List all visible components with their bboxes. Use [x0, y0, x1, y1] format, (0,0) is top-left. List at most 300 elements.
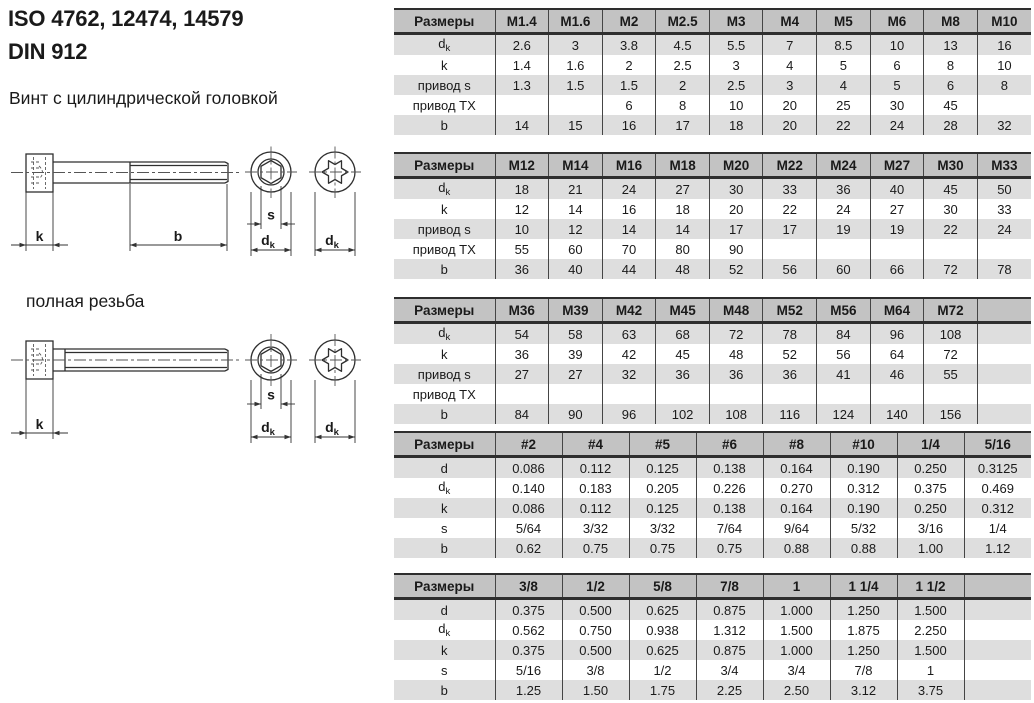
spec-cell: 0.164 — [763, 498, 830, 518]
spec-cell: 0.086 — [495, 457, 562, 479]
spec-cell: 3.12 — [830, 680, 897, 700]
sizes-column-header: Размеры — [394, 153, 495, 178]
spec-cell: 17 — [709, 219, 763, 239]
spec-cell: 19 — [817, 219, 871, 239]
spec-cell: 3/32 — [562, 518, 629, 538]
spec-cell: 0.62 — [495, 538, 562, 558]
spec-table-inch-3-8-1-1-2 — [394, 573, 1031, 700]
spec-cell: 0.375 — [897, 478, 964, 498]
spec-cell: 55 — [495, 239, 549, 259]
spec-cell: 0.75 — [629, 538, 696, 558]
spec-row — [394, 498, 1031, 518]
size-header: M56 — [817, 298, 871, 323]
spec-cell: 36 — [763, 364, 817, 384]
spec-row — [394, 599, 1031, 621]
spec-cell: 36 — [709, 364, 763, 384]
spec-cell: 2 — [656, 75, 710, 95]
spec-cell: 5 — [870, 75, 924, 95]
spec-cell — [964, 599, 1031, 621]
spec-cell: 10 — [977, 55, 1031, 75]
spec-cell: 18 — [495, 178, 549, 200]
spec-cell: 124 — [817, 404, 871, 424]
spec-cell: 52 — [709, 259, 763, 279]
full-thread-label: полная резьба — [26, 291, 145, 311]
spec-cell: 2.25 — [696, 680, 763, 700]
spec-cell: 1.25 — [495, 680, 562, 700]
dim-label-k: k — [35, 416, 44, 432]
spec-cell: 0.75 — [696, 538, 763, 558]
size-header: M12 — [495, 153, 549, 178]
size-header: #5 — [629, 432, 696, 457]
size-header: M36 — [495, 298, 549, 323]
spec-cell: 15 — [549, 115, 603, 135]
spec-cell: 0.500 — [562, 640, 629, 660]
spec-cell: 27 — [870, 199, 924, 219]
spec-row — [394, 404, 1031, 424]
spec-cell — [549, 95, 603, 115]
spec-cell — [977, 239, 1031, 259]
spec-cell: 14 — [495, 115, 549, 135]
spec-row — [394, 364, 1031, 384]
spec-cell: 9/64 — [763, 518, 830, 538]
row-label: привод TX — [412, 97, 476, 113]
spec-cell: 4 — [817, 75, 871, 95]
page-title — [8, 2, 243, 68]
spec-cell: 3/32 — [629, 518, 696, 538]
size-header: M2.5 — [656, 9, 710, 34]
spec-tables — [394, 6, 1034, 700]
spec-cell: 2.6 — [495, 34, 549, 56]
spec-cell: 1/2 — [629, 660, 696, 680]
row-label: $d_k$ — [438, 325, 451, 343]
spec-cell: 0.625 — [629, 599, 696, 621]
spec-cell: 1.5 — [602, 75, 656, 95]
spec-row — [394, 178, 1031, 200]
row-label: s — [441, 662, 448, 678]
spec-row — [394, 323, 1031, 345]
spec-cell: 10 — [709, 95, 763, 115]
spec-cell: 0.138 — [696, 457, 763, 479]
spec-row — [394, 219, 1031, 239]
size-header: M8 — [924, 9, 978, 34]
size-header: M27 — [870, 153, 924, 178]
size-header: M22 — [763, 153, 817, 178]
spec-cell: 14 — [549, 199, 603, 219]
spec-cell: 96 — [870, 323, 924, 345]
screw-drawing-full-thread — [4, 321, 392, 451]
spec-cell: 108 — [709, 404, 763, 424]
spec-cell: 90 — [709, 239, 763, 259]
spec-cell: 0.88 — [830, 538, 897, 558]
spec-cell: 1 — [897, 660, 964, 680]
dim-label-dk: $d_k$ — [261, 419, 275, 438]
spec-cell: 16 — [602, 115, 656, 135]
size-header: #8 — [763, 432, 830, 457]
spec-cell: 0.164 — [763, 457, 830, 479]
spec-cell: 5.5 — [709, 34, 763, 56]
spec-cell — [964, 620, 1031, 640]
spec-cell: 0.226 — [696, 478, 763, 498]
spec-cell: 0.938 — [629, 620, 696, 640]
spec-cell: 17 — [763, 219, 817, 239]
spec-cell: 10 — [495, 219, 549, 239]
spec-cell: 96 — [602, 404, 656, 424]
spec-cell: 28 — [924, 115, 978, 135]
spec-row — [394, 680, 1031, 700]
size-header — [964, 574, 1031, 599]
spec-cell: 25 — [817, 95, 871, 115]
row-label: $d_k$ — [438, 36, 451, 54]
row-label: привод s — [417, 77, 471, 93]
spec-cell: 8 — [656, 95, 710, 115]
spec-cell — [817, 239, 871, 259]
spec-cell: 58 — [549, 323, 603, 345]
size-header: 1/2 — [562, 574, 629, 599]
spec-cell: 7/8 — [830, 660, 897, 680]
spec-cell: 18 — [709, 115, 763, 135]
spec-cell — [964, 640, 1031, 660]
spec-cell: 0.190 — [830, 457, 897, 479]
spec-cell: 45 — [924, 178, 978, 200]
spec-cell: 21 — [549, 178, 603, 200]
spec-cell: 6 — [870, 55, 924, 75]
screw-head — [26, 154, 53, 192]
spec-cell: 0.270 — [763, 478, 830, 498]
spec-cell: 36 — [817, 178, 871, 200]
spec-cell: 24 — [870, 115, 924, 135]
dim-label-s: s — [267, 386, 275, 403]
size-header: M16 — [602, 153, 656, 178]
spec-cell: 39 — [549, 344, 603, 364]
size-header: #2 — [495, 432, 562, 457]
spec-cell: 40 — [870, 178, 924, 200]
spec-cell: 0.140 — [495, 478, 562, 498]
spec-cell — [763, 239, 817, 259]
spec-cell — [977, 344, 1031, 364]
spec-cell — [924, 239, 978, 259]
spec-cell: 5/16 — [495, 660, 562, 680]
spec-cell: 72 — [709, 323, 763, 345]
spec-cell: 0.183 — [562, 478, 629, 498]
spec-cell: 0.875 — [696, 599, 763, 621]
size-header: M48 — [709, 298, 763, 323]
spec-cell: 1/4 — [964, 518, 1031, 538]
spec-cell: 156 — [924, 404, 978, 424]
size-header: 3/8 — [495, 574, 562, 599]
spec-table-inch-no2-5-16 — [394, 431, 1031, 558]
spec-cell: 1.000 — [763, 640, 830, 660]
product-subtitle: Винт с цилиндрической головкой — [9, 88, 278, 108]
sizes-column-header: Размеры — [394, 9, 495, 34]
spec-cell: 12 — [549, 219, 603, 239]
spec-cell — [495, 384, 549, 404]
spec-row — [394, 660, 1031, 680]
spec-cell: 6 — [602, 95, 656, 115]
row-label: привод TX — [412, 386, 476, 402]
spec-cell: 14 — [602, 219, 656, 239]
spec-cell — [977, 404, 1031, 424]
row-label: $d_k$ — [438, 621, 451, 639]
spec-cell: 3/8 — [562, 660, 629, 680]
spec-cell: 116 — [763, 404, 817, 424]
spec-cell: 0.125 — [629, 457, 696, 479]
spec-cell: 32 — [602, 364, 656, 384]
spec-cell: 0.312 — [964, 498, 1031, 518]
spec-row — [394, 457, 1031, 479]
spec-cell: 27 — [549, 364, 603, 384]
spec-row — [394, 384, 1031, 404]
spec-cell: 2 — [602, 55, 656, 75]
spec-cell: 54 — [495, 323, 549, 345]
spec-cell: 2.50 — [763, 680, 830, 700]
spec-cell: 0.125 — [629, 498, 696, 518]
spec-cell: 8 — [977, 75, 1031, 95]
spec-cell: 60 — [549, 239, 603, 259]
row-label: k — [441, 346, 448, 362]
size-header: M1.4 — [495, 9, 549, 34]
spec-cell: 0.88 — [763, 538, 830, 558]
spec-row — [394, 538, 1031, 558]
size-header: 5/16 — [964, 432, 1031, 457]
spec-cell: 32 — [977, 115, 1031, 135]
spec-cell: 1.875 — [830, 620, 897, 640]
spec-cell — [709, 384, 763, 404]
row-label: k — [441, 642, 448, 658]
size-header: #4 — [562, 432, 629, 457]
spec-cell — [964, 660, 1031, 680]
spec-cell: 84 — [817, 323, 871, 345]
spec-table-metric-m36-m72 — [394, 297, 1031, 424]
spec-cell: 10 — [870, 34, 924, 56]
spec-cell: 36 — [495, 344, 549, 364]
size-header: 1 — [763, 574, 830, 599]
spec-cell: 8 — [924, 55, 978, 75]
spec-table-metric-m12-m33 — [394, 152, 1031, 279]
spec-cell: 1.500 — [763, 620, 830, 640]
spec-cell: 2.5 — [656, 55, 710, 75]
size-header: M14 — [549, 153, 603, 178]
spec-cell — [870, 384, 924, 404]
header-row — [394, 298, 1031, 323]
size-header: M30 — [924, 153, 978, 178]
spec-cell: 80 — [656, 239, 710, 259]
spec-row — [394, 344, 1031, 364]
size-header: M45 — [656, 298, 710, 323]
size-header: 7/8 — [696, 574, 763, 599]
spec-row — [394, 75, 1031, 95]
spec-cell: 0.190 — [830, 498, 897, 518]
size-header: #6 — [696, 432, 763, 457]
spec-cell: 40 — [549, 259, 603, 279]
spec-cell: 70 — [602, 239, 656, 259]
spec-cell: 52 — [763, 344, 817, 364]
row-label: s — [441, 520, 448, 536]
spec-cell: 84 — [495, 404, 549, 424]
row-label: b — [440, 406, 448, 422]
header-row — [394, 153, 1031, 178]
spec-row — [394, 518, 1031, 538]
dim-label-dk: $d_k$ — [325, 232, 339, 251]
spec-cell: 22 — [763, 199, 817, 219]
spec-row — [394, 478, 1031, 498]
size-header: M4 — [763, 9, 817, 34]
spec-cell: 30 — [924, 199, 978, 219]
size-header: 1 1/4 — [830, 574, 897, 599]
spec-cell: 0.500 — [562, 599, 629, 621]
spec-cell: 1.6 — [549, 55, 603, 75]
spec-cell: 5 — [817, 55, 871, 75]
spec-cell: 68 — [656, 323, 710, 345]
spec-cell: 16 — [977, 34, 1031, 56]
spec-cell: 3.75 — [897, 680, 964, 700]
spec-cell: 4.5 — [656, 34, 710, 56]
size-header: M18 — [656, 153, 710, 178]
spec-cell: 90 — [549, 404, 603, 424]
spec-cell: 72 — [924, 344, 978, 364]
spec-cell: 3/16 — [897, 518, 964, 538]
spec-cell: 55 — [924, 364, 978, 384]
spec-cell: 44 — [602, 259, 656, 279]
size-header: M3 — [709, 9, 763, 34]
row-label: привод TX — [412, 241, 476, 257]
spec-cell: 0.3125 — [964, 457, 1031, 479]
spec-cell: 1.4 — [495, 55, 549, 75]
spec-cell: 63 — [602, 323, 656, 345]
spec-cell: 0.205 — [629, 478, 696, 498]
spec-cell: 72 — [924, 259, 978, 279]
spec-cell: 50 — [977, 178, 1031, 200]
spec-cell: 0.750 — [562, 620, 629, 640]
spec-cell: 1.250 — [830, 599, 897, 621]
spec-cell: 1.250 — [830, 640, 897, 660]
spec-cell: 36 — [495, 259, 549, 279]
row-label: $d_k$ — [438, 180, 451, 198]
size-header: #10 — [830, 432, 897, 457]
spec-cell: 3 — [763, 75, 817, 95]
header-row — [394, 574, 1031, 599]
spec-cell: 0.625 — [629, 640, 696, 660]
spec-cell — [977, 384, 1031, 404]
row-label: k — [441, 57, 448, 73]
spec-cell: 2.5 — [709, 75, 763, 95]
row-label: b — [440, 261, 448, 277]
spec-cell: 20 — [763, 95, 817, 115]
spec-table-metric-m1-4-m10 — [394, 8, 1031, 135]
dim-label-dk: $d_k$ — [261, 232, 275, 251]
spec-cell: 1.500 — [897, 640, 964, 660]
size-header: 1 1/2 — [897, 574, 964, 599]
spec-cell: 0.75 — [562, 538, 629, 558]
spec-cell: 1.50 — [562, 680, 629, 700]
row-label: b — [440, 117, 448, 133]
spec-cell: 1.00 — [897, 538, 964, 558]
title-standards-iso: ISO 4762, 12474, 14579 — [8, 6, 244, 31]
spec-cell: 41 — [817, 364, 871, 384]
row-label: b — [440, 540, 448, 556]
size-header: M72 — [924, 298, 978, 323]
size-header: M6 — [870, 9, 924, 34]
spec-cell: 16 — [602, 199, 656, 219]
spec-cell: 30 — [709, 178, 763, 200]
spec-cell: 7 — [763, 34, 817, 56]
spec-cell: 36 — [656, 364, 710, 384]
sizes-column-header: Размеры — [394, 574, 495, 599]
spec-cell: 18 — [656, 199, 710, 219]
spec-cell: 6 — [924, 75, 978, 95]
size-header: M2 — [602, 9, 656, 34]
row-label: d — [440, 602, 448, 618]
spec-row — [394, 115, 1031, 135]
size-header: M39 — [549, 298, 603, 323]
spec-cell: 33 — [763, 178, 817, 200]
spec-cell: 102 — [656, 404, 710, 424]
spec-cell — [977, 323, 1031, 345]
spec-cell: 56 — [817, 344, 871, 364]
spec-cell: 20 — [763, 115, 817, 135]
spec-cell: 22 — [817, 115, 871, 135]
spec-cell: 48 — [709, 344, 763, 364]
dim-label-dk: $d_k$ — [325, 419, 339, 438]
spec-cell: 4 — [763, 55, 817, 75]
spec-cell — [549, 384, 603, 404]
row-label: b — [440, 682, 448, 698]
spec-cell: 14 — [656, 219, 710, 239]
spec-cell: 1.5 — [549, 75, 603, 95]
spec-cell: 19 — [870, 219, 924, 239]
header-row — [394, 432, 1031, 457]
spec-cell: 78 — [763, 323, 817, 345]
spec-cell: 27 — [656, 178, 710, 200]
spec-cell: 3/4 — [763, 660, 830, 680]
dim-label-s: s — [267, 206, 275, 223]
spec-cell: 140 — [870, 404, 924, 424]
spec-row — [394, 239, 1031, 259]
spec-cell: 2.250 — [897, 620, 964, 640]
spec-row — [394, 95, 1031, 115]
size-header: M1.6 — [549, 9, 603, 34]
spec-cell: 56 — [763, 259, 817, 279]
spec-cell: 24 — [602, 178, 656, 200]
spec-cell: 1.312 — [696, 620, 763, 640]
spec-cell: 1.000 — [763, 599, 830, 621]
spec-cell — [977, 95, 1031, 115]
spec-cell: 46 — [870, 364, 924, 384]
size-header: 1/4 — [897, 432, 964, 457]
spec-cell: 5/32 — [830, 518, 897, 538]
size-header: M42 — [602, 298, 656, 323]
row-label: $d_k$ — [438, 479, 451, 497]
spec-cell: 0.138 — [696, 498, 763, 518]
spec-cell: 33 — [977, 199, 1031, 219]
row-label: привод s — [417, 221, 471, 237]
spec-cell: 1.12 — [964, 538, 1031, 558]
spec-cell — [924, 384, 978, 404]
spec-cell: 0.250 — [897, 457, 964, 479]
spec-cell — [763, 384, 817, 404]
spec-cell: 0.562 — [495, 620, 562, 640]
spec-cell — [870, 239, 924, 259]
spec-row — [394, 259, 1031, 279]
title-standard-din: DIN 912 — [8, 39, 88, 64]
spec-cell — [495, 95, 549, 115]
size-header: 5/8 — [629, 574, 696, 599]
size-header: M64 — [870, 298, 924, 323]
size-header: M33 — [977, 153, 1031, 178]
spec-cell: 3 — [709, 55, 763, 75]
spec-row — [394, 640, 1031, 660]
spec-cell: 8.5 — [817, 34, 871, 56]
spec-row — [394, 199, 1031, 219]
